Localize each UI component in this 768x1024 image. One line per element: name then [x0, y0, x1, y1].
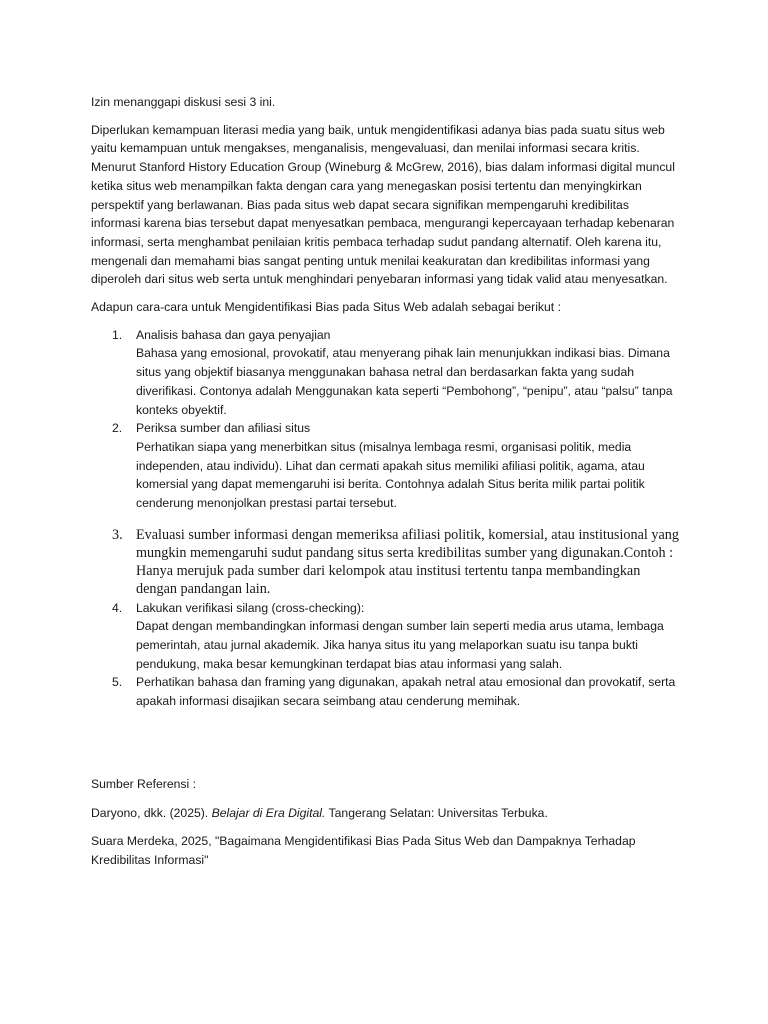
list-item-title: Perhatikan bahasa dan framing yang digunakan, apakah netral atau emosional dan provokatif, serta apakah informasi disajikan secara seimbang atau cenderung memihak.: [136, 675, 676, 709]
method-list: [91, 326, 681, 711]
list-item: [91, 326, 681, 420]
list-number: 2.: [112, 421, 123, 436]
list-item-title: Analisis bahasa dan gaya penyajian: [136, 327, 331, 342]
references-heading: Sumber Referensi :: [91, 776, 196, 791]
reference-authors: Daryono, dkk. (2025).: [91, 805, 212, 820]
intro-text: Izin menanggapi diskusi sesi 3 ini.: [91, 95, 276, 109]
main-paragraph: Diperlukan kemampuan literasi media yang baik, untuk mengidentifikasi adanya bias pada suatu situs web yaitu kemampuan untuk mengakses, menganalisis, mengevaluasi, dan menilai informasi secara kritis. Menurut Stanford History Education Group (Wineburg & McGrew, 2016), bias dalam informasi digital muncul ketika situs web menampilkan fakta dengan cara yang menegaskan posisi tertentu dan menyingkirkan perspektif yang berlawanan. Bias pada situs web dapat secara signifikan mempengaruhi kredibilitas informasi karena bias tersebut dapat menyesatkan pembaca, mengurangi kepercayaan terhadap kebenaran informasi, serta menghambat penilaian kritis pembaca terhadap sudut pandang alternatif. Oleh karena itu, mengenali dan memahami bias sangat penting untuk menilai keakuratan dan kredibilitas informasi yang diperoleh dari situs web serta untuk menghindari penyebaran informasi yang tidak valid atau menyesatkan.: [91, 122, 675, 287]
list-number: 1.: [112, 327, 123, 342]
list-item-title: Periksa sumber dan afiliasi situs: [136, 421, 311, 436]
list-number: 5.: [112, 675, 123, 690]
list-number: 3.: [112, 526, 123, 543]
list-item-body: Bahasa yang emosional, provokatif, atau menyerang pihak lain menunjukkan indikasi bias. Dimana situs yang objektif biasanya menggunakan bahasa netral dan berdasarkan fakta yang sudah diverifikasi. Contonya adalah Menggunakan kata seperti “Pembohong”, “penipu”, atau “palsu” tanpa konteks obyektif.: [136, 346, 673, 417]
list-item: [91, 526, 681, 599]
list-item-body: Dapat dengan membandingkan informasi dengan sumber lain seperti media arus utama, lembaga pemerintah, atau jurnal akademik. Jika hanya situs itu yang melaporkan suatu isu tanpa bukti pendukung, maka besar kemungkinan terdapat bias atau informasi yang salah.: [136, 619, 664, 671]
list-number: 4.: [112, 600, 123, 615]
list-item-body: Perhatikan siapa yang menerbitkan situs (misalnya lembaga resmi, organisasi politik, media independen, atau individu). Lihat dan cermati apakah situs memiliki afiliasi politik, agama, atau komersial yang dapat memengaruhi isi berita. Contohnya adalah Situs berita milik partai politik cenderung menonjolkan prestasi partai tersebut.: [136, 439, 645, 511]
document-page: [91, 93, 681, 880]
reference-entry: [91, 804, 681, 823]
reference-publisher: Tangerang Selatan: Universitas Terbuka.: [325, 805, 548, 820]
list-intro: Adapun cara-cara untuk Mengidentifikasi Bias pada Situs Web adalah sebagai berikut :: [91, 300, 561, 315]
list-item-title: Evaluasi sumber informasi dengan memeriksa afiliasi politik, komersial, atau institusional yang mungkin memengaruhi sudut pandang situs serta kredibilitas sumber yang digunakan.Contoh : Hanya merujuk pada sumber dari kelompok atau institusi tertentu tanpa membandingkan dengan pandangan lain.: [136, 526, 679, 598]
reference-title: Belajar di Era Digital.: [211, 805, 326, 820]
list-item: [91, 419, 681, 513]
list-item-title: Lakukan verifikasi silang (cross-checking):: [136, 600, 365, 615]
list-item: [91, 599, 681, 674]
list-item: [91, 673, 681, 710]
reference-entry: Suara Merdeka, 2025, "Bagaimana Mengidentifikasi Bias Pada Situs Web dan Dampaknya Terhadap Kredibilitas Informasi": [91, 834, 636, 867]
